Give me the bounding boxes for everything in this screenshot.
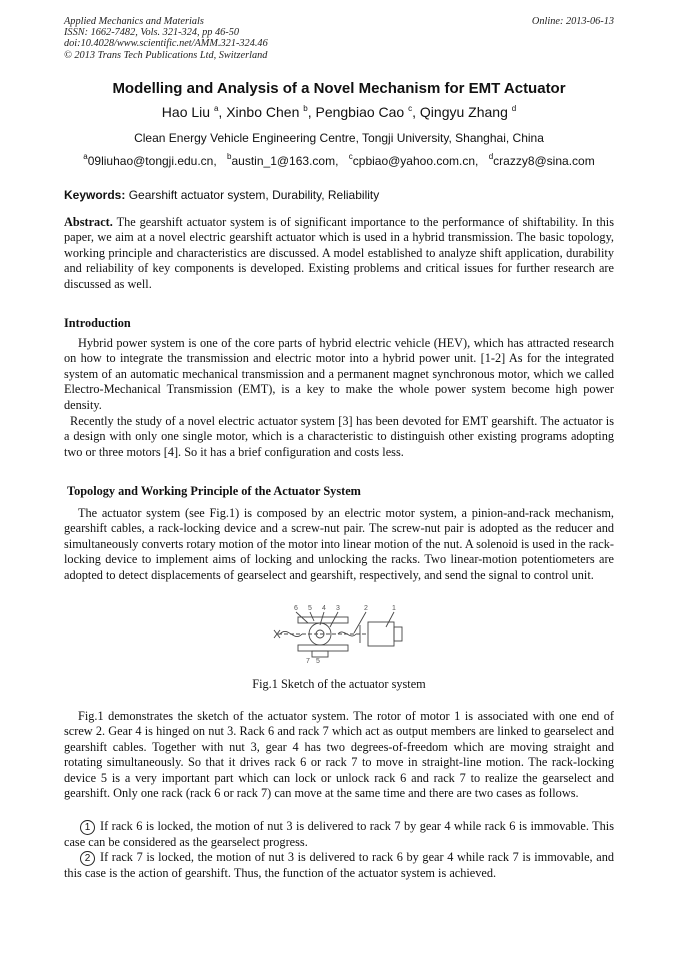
email-list <box>0 152 678 168</box>
case-text: If rack 6 is locked, the motion of nut 3 is delivered to rack 7 by gear 4 while rack 6 is immovable. This case can be considered as the gearselect progress. <box>64 819 614 849</box>
part-label: 5 <box>316 658 320 665</box>
author-name: Qingyu Zhang <box>419 104 508 120</box>
doi-line[interactable]: doi:10.4028/www.scientific.net/AMM.321-324.46 <box>64 38 268 50</box>
keywords-label: Keywords: <box>64 188 126 202</box>
part-label: 7 <box>306 658 310 665</box>
paper-title: Modelling and Analysis of a Novel Mechanism for EMT Actuator <box>112 80 566 97</box>
part-label: 5 <box>308 605 312 612</box>
journal-header <box>64 16 268 61</box>
introduction-paragraph-2: Recently the study of a novel electric actuator system [3] has been devoted for EMT gearshift. The actuator is a design with only one single motor, which is a characteristic to distinguish other existing programs adopting two or three motors [4]. So it has a brief configuration and costs less. <box>64 414 614 459</box>
case-text: If rack 7 is locked, the motion of nut 3 is delivered to rack 6 by gear 4 while rack 7 is immovable, and this case is the action of gearshift. Thus, the function of the actuator system is achieved. <box>64 850 614 880</box>
affiliation: Clean Energy Vehicle Engineering Centre, Tongji University, Shanghai, China <box>134 131 544 145</box>
author-mark: a <box>213 104 219 113</box>
actuator-sketch-figure <box>268 603 408 665</box>
author-name: Pengbiao Cao <box>315 104 405 120</box>
part-label: 4 <box>322 605 326 612</box>
topology-paragraph: The actuator system (see Fig.1) is composed by an electric motor system, a pinion-and-rack mechanism, gearshift cables, a rack-locking device and a screw-nut pair. The screw-nut pair is adopted as the reducer and simultaneously converts rotary motion of the motor into linear motion of the nut. A solenoid is used in the rack-locking device to implement aims of locking and unlocking the racks. Two linear-motion potentiometers are adopted to detect displacements of gearselect and gearshift, respectively, and send the signal to control unit. <box>64 506 614 582</box>
copyright-line: © 2013 Trans Tech Publications Ltd, Switzerland <box>64 49 268 61</box>
online-date: Online: 2013-06-13 <box>531 16 614 27</box>
author-mark: c <box>408 104 413 113</box>
author-mark: b <box>303 104 308 113</box>
issn-line: ISSN: 1662-7482, Vols. 321-324, pp 46-50 <box>64 27 240 39</box>
introduction-paragraph-1: Hybrid power system is one of the core parts of hybrid electric vehicle (HEV), which has attracted research on how to integrate the transmission and electric motor into a hybrid power unit. [1-2] As for the integrated system of an automatic mechanical transmission and a permanent magnet synchronous motor, which we called Electro-Mechanical Transmission (EMT), is a key to make the whole power system become high power density. <box>64 336 614 412</box>
part-label: 3 <box>336 605 340 612</box>
author-mark: d <box>511 104 517 113</box>
abstract-paragraph <box>64 215 614 292</box>
email-address[interactable]: austin_1@163.com, <box>231 154 339 168</box>
email-address[interactable]: 09liuhao@tongji.edu.cn, <box>87 154 217 168</box>
figure-description-paragraph: Fig.1 demonstrates the sketch of the actuator system. The rotor of motor 1 is associated with one end of screw 2. Gear 4 is hinged on nut 3. Rack 6 and rack 7 which act as output members are linked to gearselect and gearshift cables. Together with nut 3, gear 4 has two degrees-of-freedom which are moving straight and rotating simultaneously. So that it drives rack 6 or rack 7 to move in straight-line motion. The rack-locking device 5 is a very important part which can lock or unlock rack 6 and rack 7 to realize the gearselect and gearshift. Only one rack (rack 6 or rack 7) can move at the same time and there are two cases as follows. <box>64 709 614 801</box>
figure-caption: Fig.1 Sketch of the actuator system <box>252 677 426 691</box>
part-label: 6 <box>294 605 298 612</box>
author-name: Xinbo Chen <box>226 104 300 120</box>
email-mark: d <box>488 152 494 161</box>
case-item <box>64 850 614 881</box>
email-mark: b <box>227 152 232 161</box>
journal-name: Applied Mechanics and Materials <box>64 16 204 27</box>
topology-heading: Topology and Working Principle of the Actuator System <box>67 484 361 498</box>
author-name: Hao Liu <box>161 104 211 120</box>
abstract-label: Abstract. <box>64 215 113 229</box>
circled-number-2: 2 <box>80 851 95 866</box>
abstract-text: The gearshift actuator system is of significant importance to the performance of shiftability. In this paper, we aim at a novel electric gearshift actuator which is used in a hybrid transmission. The basic topology, working principle and characteristics are discussed. A model established to analyze shift application, durability and reliability of key components is developed. Existing problems and critical issues for further research are discussed as well. <box>64 215 614 291</box>
case-item <box>64 819 614 850</box>
part-label: 1 <box>392 605 396 612</box>
keywords-line <box>64 188 624 202</box>
introduction-heading: Introduction <box>64 316 131 330</box>
part-label: 2 <box>364 605 368 612</box>
email-address[interactable]: crazzy8@sina.com <box>493 154 595 168</box>
keywords-text: Gearshift actuator system, Durability, Reliability <box>128 188 380 202</box>
email-address[interactable]: cpbiao@yahoo.com.cn, <box>352 154 479 168</box>
circled-number-1: 1 <box>80 820 95 835</box>
author-list: Hao Liu $^a$, Xinbo Chen $^b$, Pengbiao Cao $^c$, Qingyu Zhang $^d$ <box>161 104 517 120</box>
email-mark: c <box>348 152 353 161</box>
actuator-sketch <box>268 603 408 665</box>
email-mark: a <box>83 152 88 161</box>
